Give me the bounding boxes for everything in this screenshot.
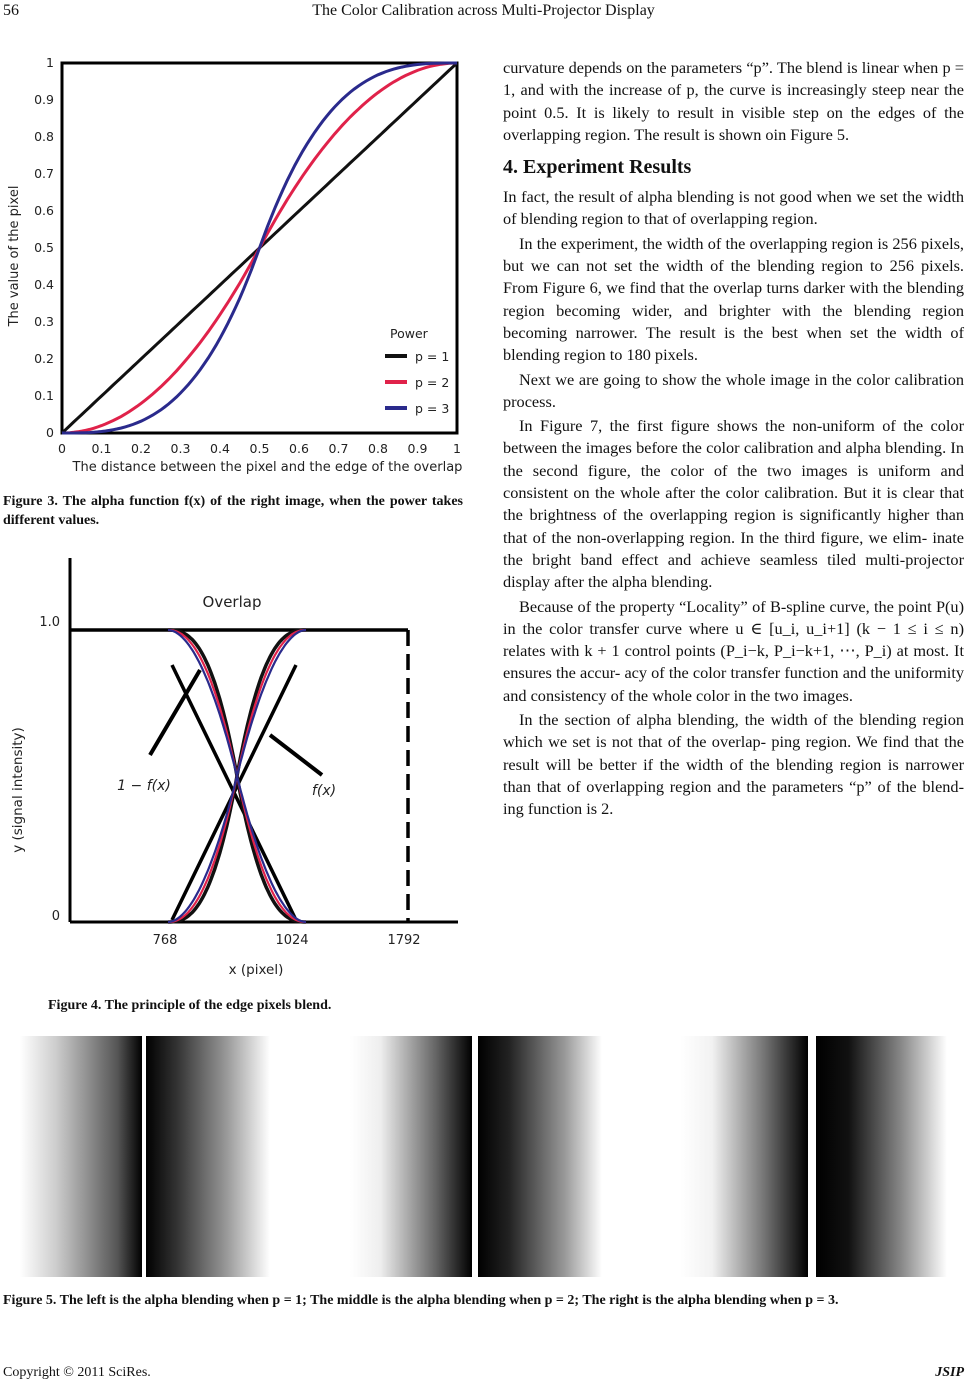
legend-label: p = 2	[415, 375, 450, 390]
running-title: The Color Calibration across Multi-Projector Display	[312, 2, 655, 19]
x-tick-label: 1024	[275, 933, 309, 948]
blend-image-p2-right	[478, 1036, 602, 1277]
page-number: 56	[3, 2, 19, 19]
y-tick-label: 0.3	[34, 314, 54, 329]
one-minus-f-label: 1 − f(x)	[117, 778, 171, 794]
y-tick-label: 0.5	[34, 240, 54, 255]
x-axis-label: x (pixel)	[228, 962, 284, 978]
section-heading: 4. Experiment Results	[503, 156, 692, 179]
figure4-chart	[0, 550, 470, 990]
figure5-images	[20, 1036, 947, 1277]
x-tick-label: 0.1	[91, 441, 112, 456]
copyright-text: Copyright © 2011 SciRes.	[3, 1365, 151, 1380]
x-tick-label: 0.8	[368, 441, 388, 456]
journal-abbrev: JSIP	[935, 1365, 964, 1380]
legend-label: p = 3	[415, 401, 450, 416]
y-tick-label: 0.2	[34, 351, 54, 366]
legend-title: Power	[390, 326, 428, 341]
figure4-caption-text: Figure 4. The principle of the edge pixels blend.	[48, 998, 332, 1013]
x-tick-label: 0.7	[328, 441, 349, 456]
y-tick-label: 1.0	[39, 615, 60, 630]
x-tick-label: 0.6	[289, 441, 309, 456]
paragraph-1: curvature depends on the parameters “p”. The blend is linear when p = 1, and with the increase of p, the curve is increasingly steep near the point 0.5. It is likely to result in visible step on the edges of the overlapping region. The result is shown oin Figure 5.	[503, 58, 964, 144]
legend-label: p = 1	[415, 349, 450, 364]
paragraph-3: In the experiment, the width of the overlapping region is 256 pixels, but we can not set the width of the blending region to 256 pixels. From Figure 6, we find that the overlap turns darker with the blending region becoming wider, and brighter with the blending region becoming narrower. The result is the best when set the width of blending region to 180 pixels.	[503, 233, 964, 365]
y-axis-label: y (signal intensity)	[10, 727, 26, 853]
paragraph-4: Next we are going to show the whole image in the color calibration process.	[503, 369, 964, 411]
figure3-caption	[3, 492, 463, 530]
x-axis-label: The distance between the pixel and the edge of the overlap	[72, 460, 463, 475]
y-tick-label: 0.9	[34, 92, 54, 107]
f-label: f(x)	[311, 783, 337, 799]
page-header	[0, 0, 967, 26]
x-tick-label: 0.4	[210, 441, 230, 456]
x-tick-label: 768	[152, 933, 178, 948]
pointer-f	[270, 735, 322, 775]
paragraph-6: Because of the property “Locality” of B-spline curve, the point P(u) in the color transfer curve where u ∈ [u_i, u_i+1] (k − 1 ≤ i ≤ n) relates with k + 1 control points (P_i−k, P_i−k+1, ⋯, P_i) at most. It ensures the accur- acy of the color transfer function and the uniformity and consistency of the whole color in the two images.	[503, 596, 964, 705]
x-tick-label: 0.9	[407, 441, 428, 456]
x-tick-label: 1	[453, 441, 461, 456]
y-tick-label: 0.8	[34, 129, 54, 144]
x-tick-label: 0.3	[170, 441, 191, 456]
x-tick-label: 0.5	[249, 441, 270, 456]
figure4-caption	[48, 996, 448, 1015]
x-tick-label: 0	[58, 441, 66, 456]
x-tick-label: 1792	[387, 933, 421, 948]
blend-image-p1-right	[146, 1036, 270, 1277]
overlap-label: Overlap	[202, 593, 262, 611]
y-tick-label: 0.6	[34, 203, 54, 218]
y-tick-label: 0.1	[34, 388, 54, 403]
x-tick-label: 0.2	[131, 441, 151, 456]
figure3-chart	[0, 48, 470, 488]
pointer-one-minus-f	[150, 670, 200, 755]
blend-image-p3-left	[680, 1036, 808, 1277]
figure3-caption-text: Figure 3. The alpha function f(x) of the right image, when the power takes different values.	[3, 494, 463, 528]
y-tick-label: 0.7	[34, 166, 54, 181]
paragraph-5: In Figure 7, the first figure shows the non-uniform of the color between the images before the color calibration and alpha blending. In the second figure, the color of the two images is uniform and consistent on the whole after the color calibration. But it is clear that the brightness of the overlapping region is significantly higher than that of the non-overlapping region. In the third figure, we elim- inate the bright band effect and achieve seamless tiled multi-projector display after the alpha blending.	[503, 416, 964, 592]
y-tick-label: 1	[46, 55, 54, 70]
one-minus-f-curve	[168, 630, 306, 922]
figure5-caption-text: Figure 5. The left is the alpha blending when p = 1; The middle is the alpha blending when p = 2; The right is the alpha blending when p = 3.	[3, 1293, 839, 1308]
paragraph-7: In the section of alpha blending, the width of the blending region which we set is not that of the overlap- ping region. We find that the result will be better if the width of the blending region is narrower than that of overlapping region and the parameters “p” of the blend- ing function is 2.	[503, 710, 964, 819]
y-tick-label: 0	[46, 425, 54, 440]
blend-image-p1-left	[20, 1036, 142, 1277]
y-axis-label: The value of the pixel	[7, 185, 22, 327]
right-column	[503, 57, 964, 823]
y-tick-label: 0.4	[34, 277, 54, 292]
paragraph-2: In fact, the result of alpha blending is not good when we set the width of blending region to that of overlapping region.	[503, 187, 964, 229]
figure5-caption	[3, 1291, 964, 1310]
blend-image-p2-left	[350, 1036, 472, 1277]
blend-image-p3-right	[816, 1036, 947, 1277]
y-tick-label: 0	[51, 909, 60, 924]
